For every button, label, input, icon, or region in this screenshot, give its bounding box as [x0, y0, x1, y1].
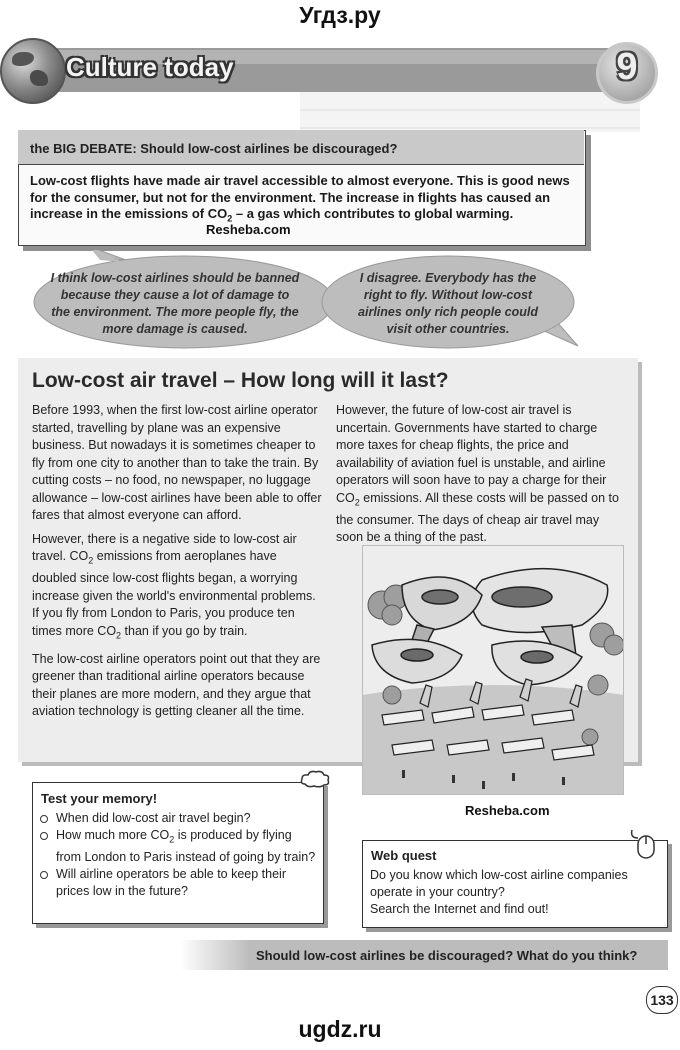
question-text: When did low-cost air travel begin?	[56, 811, 251, 825]
section-title: Culture today	[66, 52, 234, 82]
subscript: 2	[169, 834, 175, 845]
debate-text: Low-cost flights have made air travel accessible to almost everyone. This is good news for the consumer, but not for the environment. The increase in flights has caused an increase in the emissions of CO	[30, 173, 570, 221]
airport-illustration	[362, 545, 624, 795]
subscript: 2	[227, 213, 233, 224]
article-paragraph: The low-cost airline operators point out that they are greener than traditional airline operators because their planes are more modern, and they argue that aviation technology is getting cleaner all the time.	[32, 651, 321, 718]
debate-text: – a gas which contributes to global warming.	[232, 206, 514, 221]
debate-body	[30, 173, 570, 227]
faint-background-table	[300, 92, 640, 132]
bullet-icon	[40, 832, 48, 840]
article-paragraph	[32, 531, 322, 645]
watermark-top: Угдз.ру	[299, 2, 381, 28]
web-quest-line: Do you know which low-cost airline companies operate in your country?	[370, 868, 628, 899]
article-text: emissions from aeroplanes have doubled since low-cost flights began, a worrying increase given the world's environmental problems. If you fly from London to Paris, you produce ten times more CO	[32, 549, 316, 638]
article-text: However, there is a negative side to low-cost air travel. CO	[32, 531, 297, 563]
article-paragraph	[336, 402, 626, 547]
test-memory-list	[40, 810, 318, 900]
question-text: is produced by flying from London to Paris instead of going by train?	[56, 828, 316, 864]
discussion-question: Should low-cost airlines be discouraged? What do you think?	[256, 948, 638, 963]
article-paragraph: Before 1993, when the first low-cost airline operator started, travelling by plane was an expensive business. But nowadays it is sometimes cheaper to fly from one city to another than to take the train. By cutting costs – no food, no newspaper, no luggage allowance – low-cost airlines have been able to offer fares that almost everyone can afford.	[32, 403, 322, 522]
page-number: 133	[646, 986, 678, 1014]
article-text: than if you go by train.	[121, 623, 248, 638]
unit-number: 9	[616, 46, 638, 88]
debate-heading: the BIG DEBATE: Should low-cost airlines be discouraged?	[30, 141, 398, 156]
watermark-bottom: ugdz.ru	[298, 1016, 382, 1042]
web-quest-body	[370, 867, 660, 918]
list-item	[40, 810, 318, 827]
article-column-right	[336, 402, 626, 553]
question-text: How much more CO	[56, 828, 170, 842]
web-quest-title: Web quest	[371, 848, 437, 863]
subscript: 2	[88, 555, 94, 566]
question-bar-fade	[180, 940, 250, 970]
thought-cloud-icon	[300, 770, 330, 788]
watermark-resheba: Resheba.com	[206, 222, 291, 237]
web-quest-line: Search the Internet and find out!	[370, 902, 549, 916]
watermark-resheba: Resheba.com	[465, 803, 550, 818]
question-text: Will airline operators be able to keep their prices low in the future?	[56, 866, 286, 898]
test-memory-title: Test your memory!	[41, 791, 158, 806]
list-item	[40, 827, 318, 866]
article-text: emissions. All these costs will be passed on to the consumer. The days of cheap air travel may soon be a thing of the past.	[336, 490, 619, 544]
list-item	[40, 866, 318, 900]
computer-mouse-icon	[628, 826, 662, 862]
article-column-left	[32, 402, 322, 727]
article-title: Low-cost air travel – How long will it last?	[32, 369, 449, 392]
subscript: 2	[354, 497, 360, 507]
bullet-icon	[40, 815, 48, 823]
subscript: 2	[116, 630, 122, 640]
bullet-icon	[40, 871, 48, 879]
article-text: However, the future of low-cost air travel is uncertain. Governments have started to charge more taxes for cheap flights, the price and availability of aviation fuel is unstable, and airline operators will soon have to pay a charge for their CO	[336, 403, 607, 505]
speech-bubble-left: I think low-cost airlines should be banned because they cause a lot of damage to the environment. The more people fly, the more damage is caused.	[50, 271, 300, 336]
speech-bubble-right: I disagree. Everybody has the right to fly. Without low-cost airlines only rich people could visit other countries.	[358, 271, 538, 336]
globe-land-shape	[30, 70, 48, 86]
